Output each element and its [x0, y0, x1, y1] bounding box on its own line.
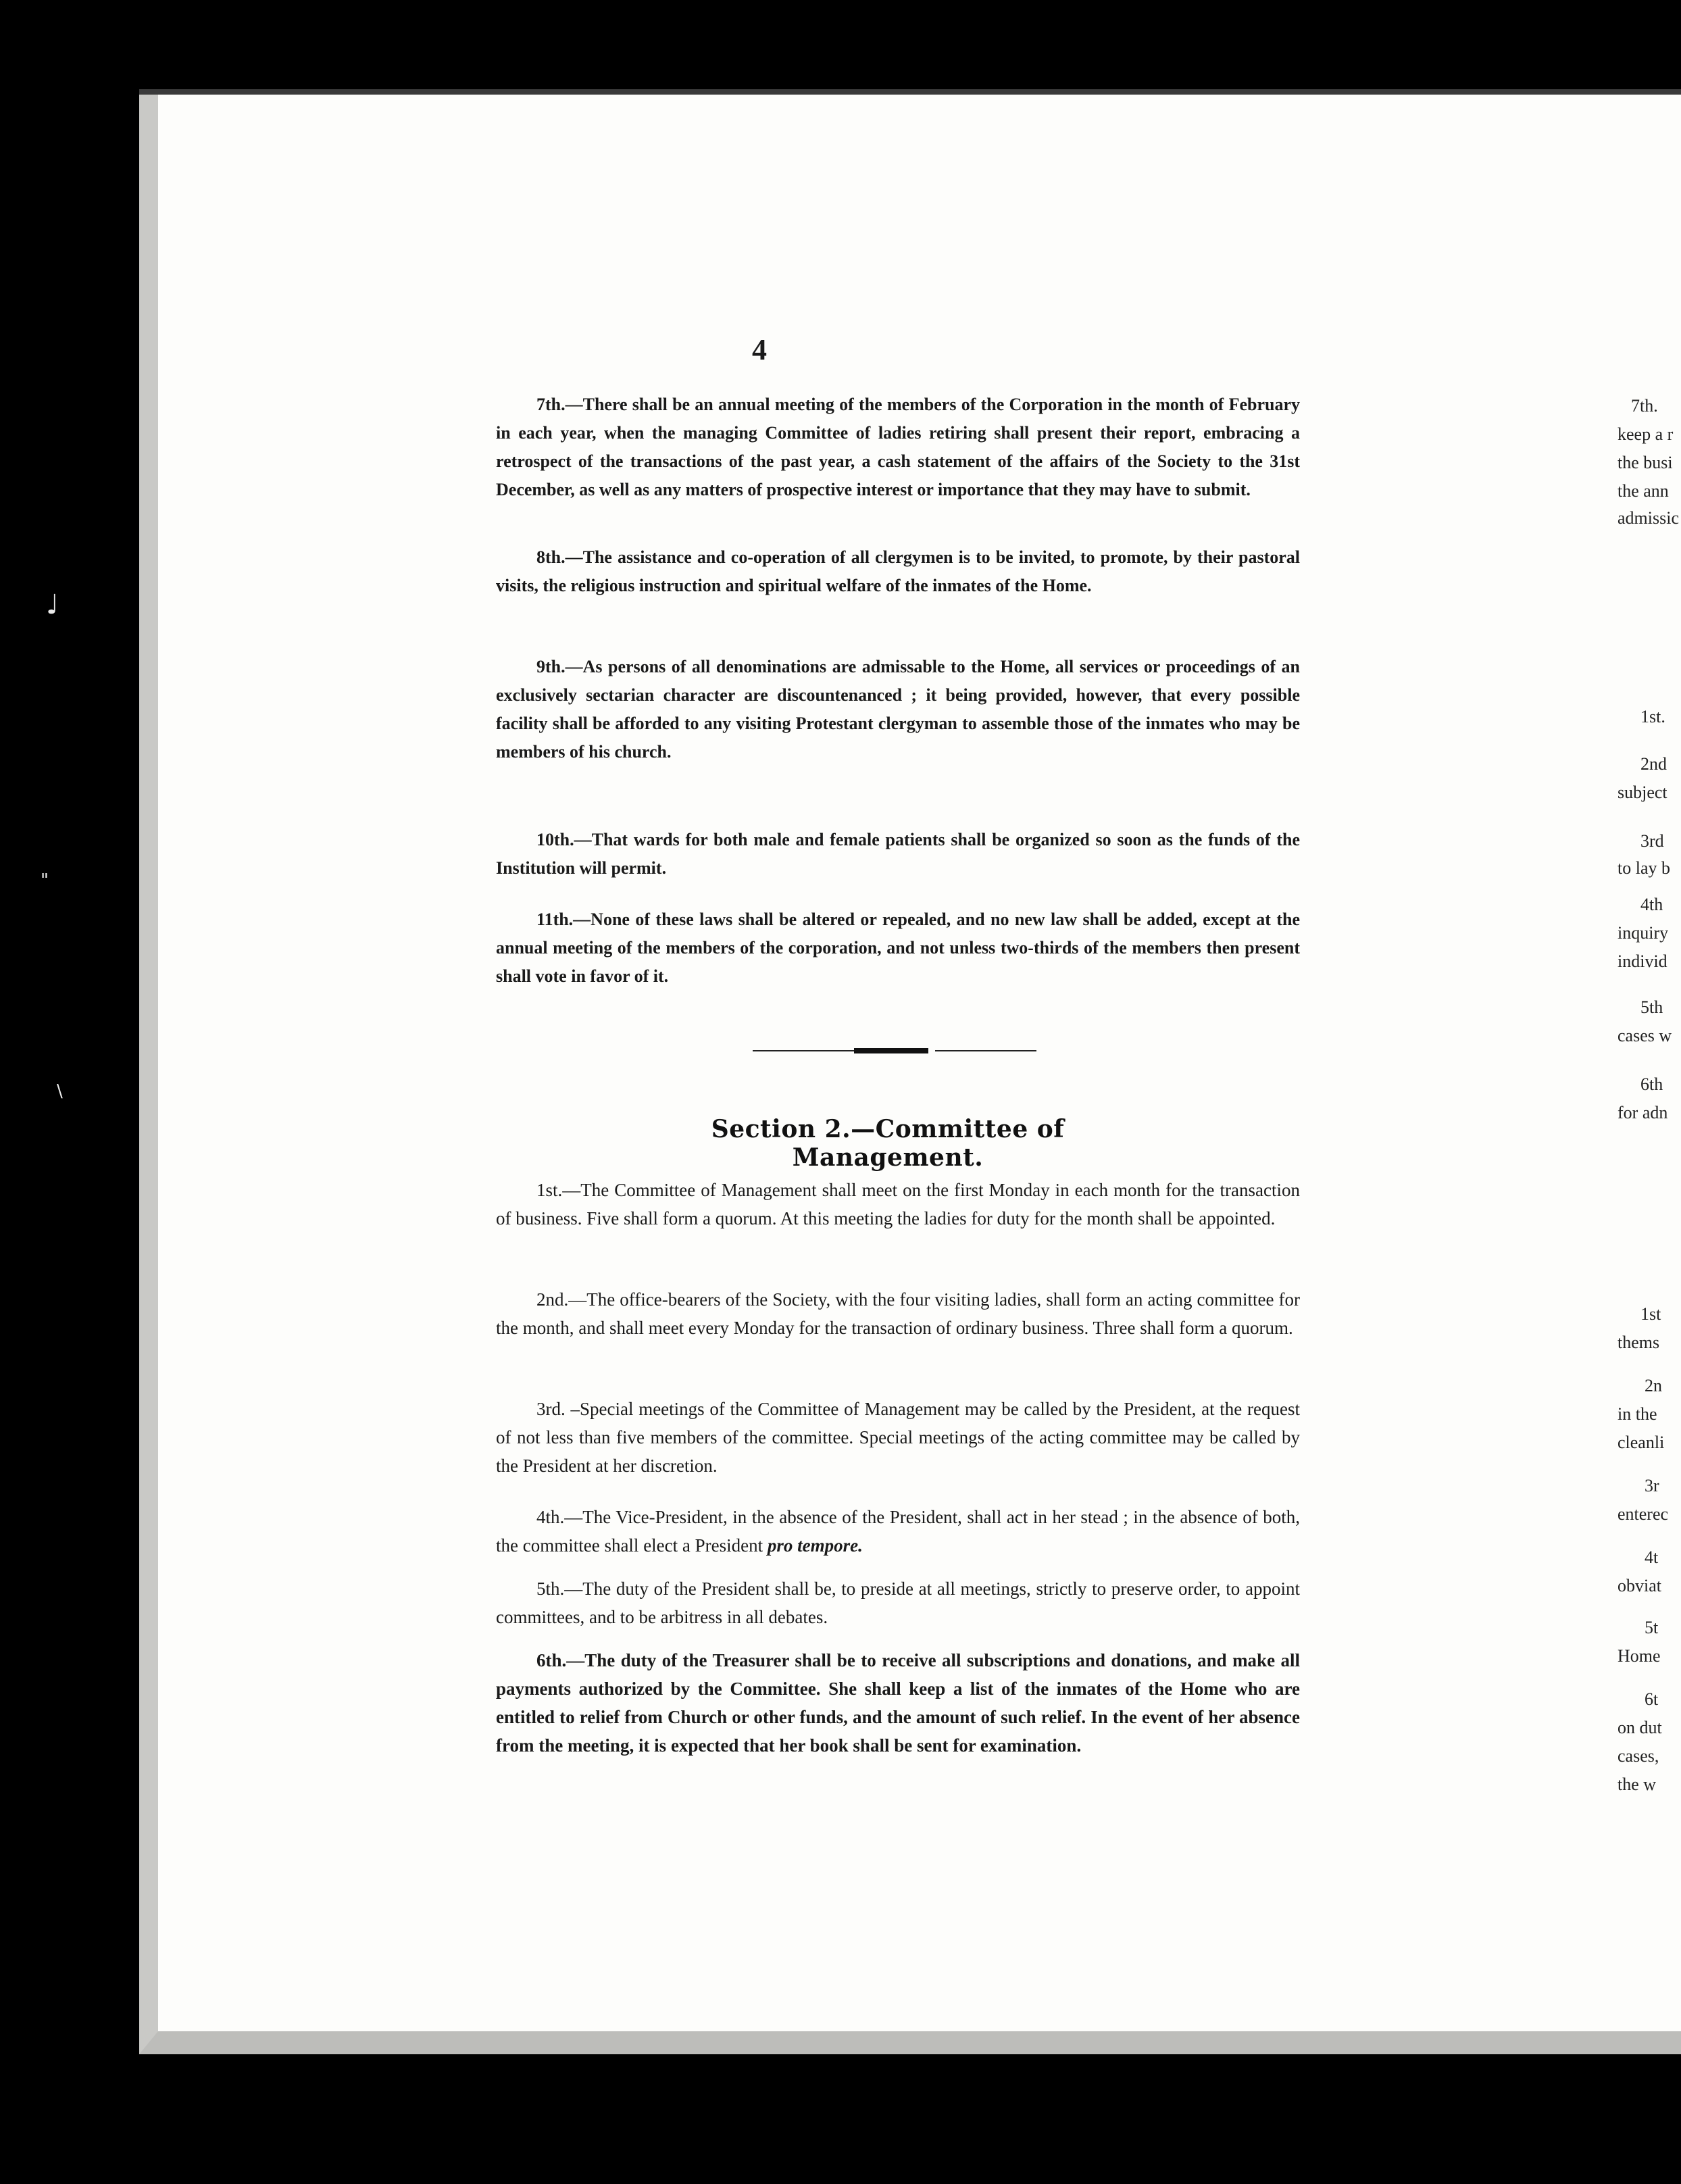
- fragment: 6t: [1645, 1689, 1659, 1709]
- fragment: for adn: [1617, 1103, 1668, 1122]
- fragment: obviat: [1617, 1576, 1661, 1595]
- fragment: 1st.: [1640, 707, 1665, 726]
- fragment: admissic: [1617, 508, 1679, 528]
- fragment: 2n: [1645, 1376, 1662, 1395]
- section-heading: Section 2.—Committee of Management.: [711, 1115, 1065, 1172]
- rule-9th: 9th.—As persons of all denominations are admissable to the Home, all services or proceedings of an exclusively sectarian character are discountenanced ; it being provided, however, that every possible facility shall be afforded to any visiting Protestant clergyman to assemble those of the inmates who may be members of his church.: [496, 657, 1300, 762]
- section-rule-5th: 5th.—The duty of the President shall be, to preside at all meetings, strictly to preserve order, to appoint committees, and to be arbitress in all debates.: [496, 1579, 1300, 1627]
- fragment: on dut: [1617, 1718, 1662, 1737]
- fragment: 2nd: [1640, 754, 1667, 774]
- fragment: to lay b: [1617, 858, 1670, 878]
- section-rule-4th-text: 4th.—The Vice-President, in the absence of the President, shall act in her stead ; in the absence of both, the committee shall elect a President: [496, 1507, 1300, 1556]
- fragment: cases,: [1617, 1746, 1659, 1766]
- document-page: [139, 95, 1681, 2054]
- section-rule-3rd: 3rd. –Special meetings of the Committee of Management may be called by the President, at the request of not less than five members of the committee. Special meetings of the acting committee may be called by the President at her discretion.: [496, 1399, 1300, 1476]
- section-rule-2nd: 2nd.—The office-bearers of the Society, with the four visiting ladies, shall form an acting committee for the month, and shall meet every Monday for the transaction of ordinary business. Three shall form a quorum.: [496, 1289, 1300, 1338]
- fragment: the ann: [1617, 481, 1669, 501]
- fragment: 4th: [1640, 895, 1663, 914]
- fragment: individ: [1617, 951, 1667, 971]
- rule-8th: 8th.—The assistance and co-operation of all clergymen is to be invited, to promote, by their pastoral visits, the religious instruction and spiritual welfare of the inmates of the Home.: [496, 547, 1300, 595]
- section-divider: [753, 1047, 1023, 1054]
- rule-7th: 7th.—There shall be an annual meeting of the members of the Corporation in the month of February in each year, when the managing Committee of ladies retiring shall present their report, embracing a retrospect of the transactions of the past year, a cash statement of the affairs of the Society to the 31st December, as well as any matters of prospective interest or importance that they may have to submit.: [496, 395, 1300, 499]
- fragment: 5th: [1640, 997, 1663, 1017]
- fragment: in the: [1617, 1404, 1657, 1424]
- fragment: inquiry: [1617, 923, 1669, 943]
- fragment: the busi: [1617, 453, 1673, 472]
- fragment: cases w: [1617, 1026, 1672, 1045]
- fragment: 5t: [1645, 1618, 1659, 1637]
- adjacent-page-fragments: [1617, 95, 1681, 2054]
- fragment: 3rd: [1640, 831, 1664, 851]
- section-rule-1st: 1st.—The Committee of Management shall meet on the first Monday in each month for the transaction of business. Five shall form a quorum. At this meeting the ladies for duty for the month shall be appointed.: [496, 1180, 1300, 1228]
- fragment: 3r: [1645, 1476, 1659, 1495]
- scan-speck: ♩: [46, 589, 59, 620]
- fragment: keep a r: [1617, 424, 1674, 444]
- page-number: 4: [752, 333, 767, 366]
- fragment: Home: [1617, 1646, 1661, 1666]
- fragment: cleanli: [1617, 1433, 1665, 1452]
- fragment: the w: [1617, 1775, 1657, 1794]
- rule-10th: 10th.—That wards for both male and female patients shall be organized so soon as the funds of the Institution will permit.: [496, 830, 1300, 878]
- section-rule-6th: 6th.—The duty of the Treasurer shall be to receive all subscriptions and donations, and make all payments authorized by the Committee. She shall keep a list of the inmates of the Home who are entitled to relief from Church or other funds, and the amount of such relief. In the event of her absence from the meeting, it is expected that her book shall be sent for examination.: [496, 1650, 1300, 1756]
- fragment: subject: [1617, 783, 1667, 802]
- section-rule-4th: [496, 1503, 1300, 1560]
- fragment: thems: [1617, 1333, 1660, 1352]
- rule-11th: 11th.—None of these laws shall be altered or repealed, and no new law shall be added, except at the annual meeting of the members of the corporation, and not unless two-thirds of the members then present shall vote in favor of it.: [496, 910, 1300, 986]
- fragment: 1st: [1640, 1304, 1661, 1324]
- fragment: 4t: [1645, 1547, 1659, 1567]
- fragment: 7th.: [1631, 396, 1658, 416]
- fragment: enterec: [1617, 1504, 1669, 1524]
- section-rule-4th-italic: pro tempore.: [767, 1535, 863, 1556]
- fragment: 6th: [1640, 1074, 1663, 1094]
- scan-speck: \: [57, 1081, 63, 1101]
- scan-speck: ": [41, 870, 49, 891]
